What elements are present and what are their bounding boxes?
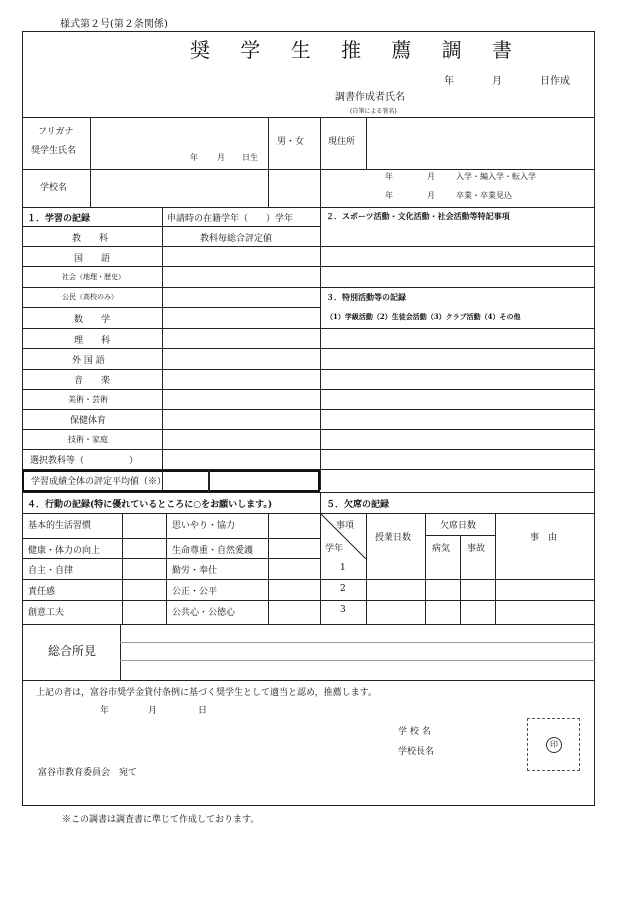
elective-row[interactable]: 選択教科等（ ） [30,456,139,466]
behavior-item: 基本的生活習慣 [28,521,92,531]
subject-row: 技術・家庭 [68,435,108,444]
school-name-label: 学 校 名 [398,727,431,737]
birth-day: 日生 [242,153,258,162]
grad-year: 年 [385,191,393,200]
behavior-item: 勤労・奉仕 [172,566,218,576]
page-title: 奨 学 生 推 薦 調 書 [190,38,525,62]
enroll-month: 月 [427,172,435,181]
accident-header: 事故 [467,544,486,554]
subject-row: 外 国 語 [72,356,105,366]
grad-types[interactable]: 卒業・卒業見込 [456,191,512,200]
subject-row: 音 楽 [74,376,111,386]
subject-row: 社会（地理・歴史） [62,273,125,281]
author-note: (自筆による署名) [350,108,397,115]
footnote: ※この調書は調査書に準じて作成しております。 [62,815,260,825]
school-label: 学校名 [40,183,68,193]
gender-select[interactable]: 男・女 [277,137,305,147]
behavior-item: 健康・体力の向上 [28,546,101,556]
behavior-item: 公共心・公徳心 [172,608,236,618]
col-subject: 教 科 [72,234,109,244]
school-days-header: 授業日数 [375,533,412,543]
overall-label: 総合所見 [48,644,97,658]
author-label: 調書作成者氏名 [335,92,405,103]
sec5-title: ５．欠席の記録 [326,500,390,510]
average-field[interactable] [212,472,318,490]
subject-row: 理 科 [74,336,111,346]
address-field[interactable] [368,120,592,166]
absence-row-grade: 1 [340,563,346,573]
absence-item-header: 事項 [336,521,355,531]
average-label: 学習成績全体の評定平均値（※） [31,477,167,487]
sec2-title: ２．スポーツ活動・文化活動・社会活動等特記事項 [326,211,510,221]
school-field[interactable] [92,171,266,205]
absence-row-grade: 2 [340,584,346,594]
sign-month: 月 [148,706,158,716]
sec1-title: １．学習の記録 [27,214,91,224]
birth-month: 月 [217,153,225,162]
enroll-year: 年 [385,172,393,181]
absence-row-grade: 3 [340,605,346,615]
reason-header: 事 由 [530,533,558,543]
sec3-subtitle: （1）学級活動（2）生徒会活動（3）クラブ活動（4）その他 [326,312,521,321]
sec3-title: ３．特別活動等の記録 [326,292,406,302]
author-signature-field[interactable] [438,86,588,102]
subject-row: 数 学 [74,315,111,325]
subject-row: 国 語 [74,254,111,264]
enroll-types[interactable]: 入学・編入学・転入学 [456,172,536,181]
created-month: 月 [492,76,502,87]
overall-field[interactable] [122,626,592,678]
sign-year: 年 [100,706,110,716]
birth-year: 年 [190,153,198,162]
address-label: 現住所 [328,137,356,147]
absence-grade-header: 学年 [325,544,344,554]
furigana-label: フリガナ [38,127,74,137]
col-eval: 教科毎総合評定値 [200,234,273,244]
principal-label: 学校長名 [398,747,435,757]
grad-month: 月 [427,191,435,200]
behavior-item: 生命尊重・自然愛護 [172,546,254,556]
student-name-field[interactable] [92,120,266,148]
subject-row: 保健体育 [70,416,107,426]
behavior-item: 責任感 [28,587,56,597]
created-day: 日作成 [540,76,570,87]
student-name-label: 奨学生氏名 [31,146,77,156]
grade-at-application[interactable]: 申請時の在籍学年（ ）学年 [167,214,294,224]
recommend-statement: 上記の者は，富谷市奨学金貸付条例に基づく奨学生として適当と認め，推薦します。 [36,688,377,698]
illness-header: 病気 [432,544,451,554]
absent-days-header: 欠席日数 [440,521,477,531]
created-year: 年 [444,76,454,87]
behavior-item: 公正・公平 [172,587,218,597]
sign-day: 日 [198,706,208,716]
behavior-item: 創意工夫 [28,608,65,618]
behavior-item: 自主・自律 [28,566,74,576]
seal-mark: 印 [546,737,562,753]
behavior-item: 思いやり・協力 [172,521,236,531]
form-label: 様式第２号(第２条関係) [60,19,168,30]
subject-row: 美術・芸術 [68,395,108,404]
recipient: 富谷市教育委員会 宛て [38,768,138,778]
sec4-title: ４．行動の記録(特に優れているところに○をお願いします。) [27,500,273,510]
subject-row: 公民（高校のみ） [62,293,118,301]
